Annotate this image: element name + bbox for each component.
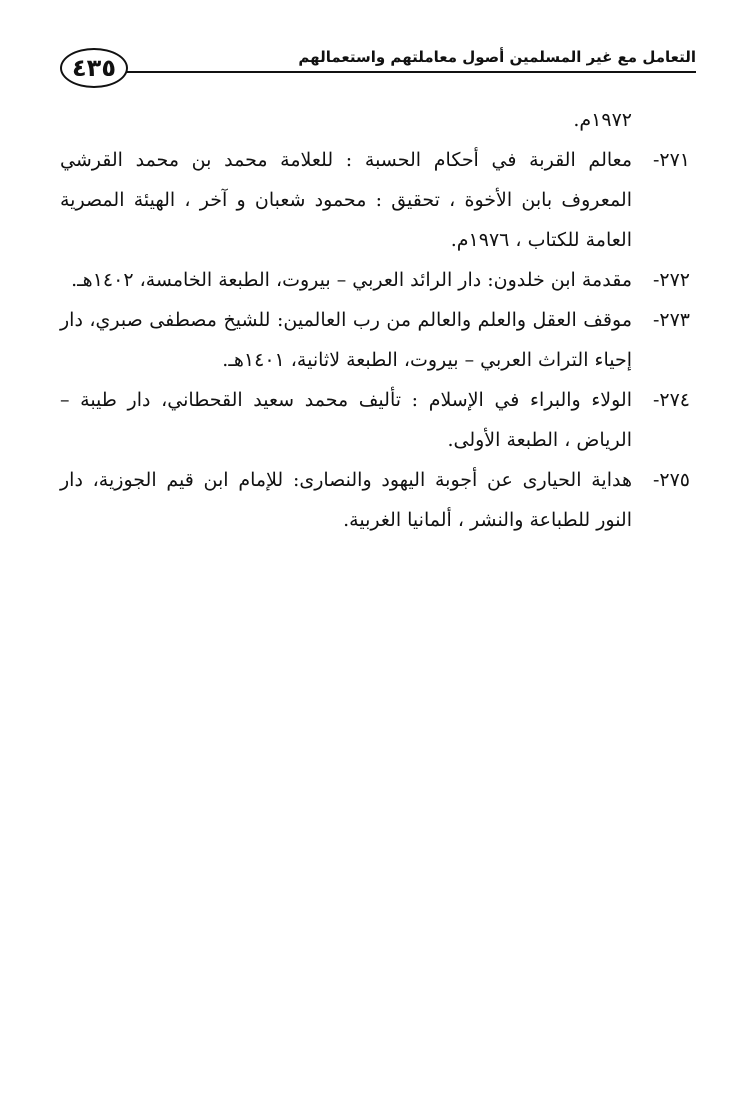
reference-text: مقدمة ابن خلدون: دار الرائد العربي – بيروت، الطبعة الخامسة، ١٤٠٢هـ.	[71, 269, 632, 291]
reference-text: هداية الحيارى عن أجوبة اليهود والنصارى: للإمام ابن قيم الجوزية، دار النور للطباعة والنشر ، ألمانيا الغربية.	[60, 469, 632, 531]
book-title: التعامل مع غير المسلمين أصول معاملتهم واستعمالهم	[298, 48, 696, 66]
reference-text: الولاء والبراء في الإسلام : تأليف محمد سعيد القحطاني، دار طيبة – الرياض ، الطبعة الأولى.	[60, 389, 632, 451]
reference-entry	[60, 140, 690, 260]
reference-text: موقف العقل والعلم والعالم من رب العالمين: للشيخ مصطفى صبري، دار إحياء التراث العربي – بيروت، الطبعة لاثانية، ١٤٠١هـ.	[60, 309, 632, 371]
reference-number: ٢٧٥-	[652, 469, 690, 491]
reference-number: ٢٧٣-	[652, 309, 690, 331]
page-number: ٤٣٥	[60, 48, 128, 88]
reference-entry	[60, 260, 690, 300]
bibliography-list	[60, 100, 690, 540]
reference-number: ٢٧٤-	[652, 389, 690, 411]
reference-number: ٢٧١-	[652, 149, 690, 171]
reference-number: ٢٧٢-	[652, 269, 690, 291]
reference-text: معالم القربة في أحكام الحسبة : للعلامة محمد بن محمد القرشي المعروف بابن الأخوة ، تحقيق : محمود شعبان و آخر ، الهيئة المصرية العامة للكتاب ، ١٩٧٦م.	[60, 149, 632, 251]
reference-entry	[60, 380, 690, 460]
header-rule	[126, 71, 696, 73]
running-header	[56, 40, 696, 92]
reference-entry	[60, 460, 690, 540]
reference-entry	[60, 300, 690, 380]
continued-entry-text: ١٩٧٢م.	[573, 109, 632, 131]
